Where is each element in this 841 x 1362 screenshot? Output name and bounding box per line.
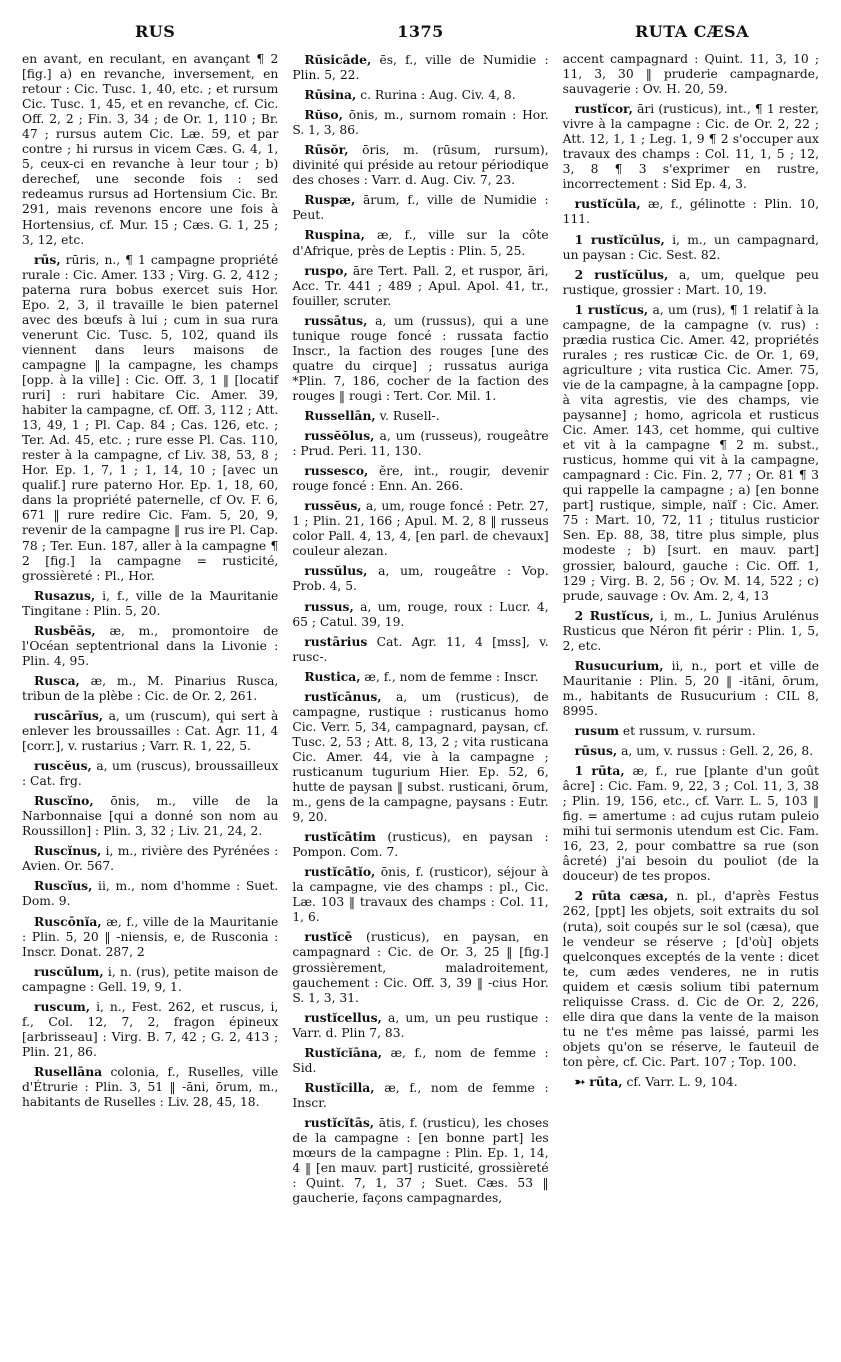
- dictionary-entry: [563, 888, 819, 1070]
- entry-headword: Rustica,: [304, 668, 361, 684]
- dictionary-entry: [292, 599, 548, 630]
- entry-text: a, um (ruscum), qui sert à enlever les broussailles : Cat. Agr. 11, 4 [corr.], v. rustarius ; Varr. R. 1, 22, 5.: [22, 708, 279, 754]
- entry-text: cf. Varr. L. 9, 104.: [626, 1075, 738, 1089]
- dictionary-entry: [292, 192, 548, 223]
- page-header: [22, 22, 819, 52]
- entry-headword: Rusca,: [34, 672, 80, 688]
- dictionary-entry: [22, 793, 278, 839]
- entry-text: æ, f., nom de femme : Sid.: [292, 1045, 549, 1075]
- dictionary-entry: [563, 302, 819, 604]
- running-head-right: RUTA CÆSA: [634, 22, 749, 41]
- entry-text: a, um, rougeâtre : Vop. Prob. 4, 5.: [292, 564, 549, 594]
- entry-text: colonia, f., Ruselles, ville d'Étrurie : Plin. 3, 51 ‖ -āni, ōrum, m., habitants de Ruselles : Liv. 28, 45, 18.: [22, 1064, 279, 1110]
- dictionary-entry: [292, 227, 548, 258]
- entry-text: āri (rusticus), int., ¶ 1 rester, vivre à la campagne : Cic. de Or. 2, 22 ; Att. 12, 1, 1 ; Leg. 1, 9 ¶ 2 s'occuper aux travaux des champs : Col. 11, 1, 5 ; 12, 3, 8 ¶ 3 s'exprimer en rustre, incorrectement : Sid Ep. 4, 3.: [562, 102, 819, 192]
- entry-text: (rusticus), en paysan, en campagnard : Cic. de Or. 3, 25 ‖ [fig.] grossièrement, maladroitement, gauchement : Cic. Off. 3, 39 ‖ -cius Hor. S. 1, 3, 31.: [292, 930, 549, 1005]
- entry-headword: Ruscĭnus,: [34, 843, 102, 859]
- dictionary-entry: [292, 864, 548, 925]
- entry-text: æ, f., ville sur la côte d'Afrique, près de Leptis : Plin. 5, 25.: [292, 228, 549, 258]
- entry-headword: rustĭcē: [304, 929, 353, 945]
- dictionary-entry: [292, 87, 548, 103]
- dictionary-entry: [292, 1045, 548, 1076]
- entry-headword: rustĭcānus,: [304, 688, 382, 704]
- entry-text: æ, f., ville de la Mauritanie : Plin. 5, 20 ‖ -niensis, e, de Rusconia : Inscr. Donat. 287, 2: [22, 914, 279, 959]
- dictionary-entry: [292, 142, 548, 188]
- dictionary-entry: [292, 263, 548, 309]
- entry-text: ii, m., nom d'homme : Suet. Dom. 9.: [22, 879, 279, 909]
- entry-text: rūris, n., ¶ 1 campagne propriété rurale : Cic. Amer. 133 ; Virg. G. 2, 412 ; paterna rura bobus exercet suis Hor. Epo. 2, 3, il travaille le bien paternel avec des bœufs à lui ; cum in sua rura venerunt Cic. Tusc. 5, 102, quand ils viennent dans leurs maisons de campagne ‖ la campagne, les champs [opp. à la ville] : Cic. Off. 3, 1 ‖ [locatif ruri] : ruri habitare Cic. Amer. 39, habiter la campagne, cf. Off. 3, 112 ; Att. 13, 49, 1 ; Pl. Cap. 84 ; Cas. 126, etc. ; Ter. Ad. 45, etc. ; rure esse Pl. Cas. 110, rester à la campagne, cf Liv. 38, 53, 8 ; Hor. Ep. 1, 7, 1 ; 1, 14, 10 ; [avec un qualif.] rure paterno Hor. Ep. 1, 18, 60, dans la propriété paternelle, cf Ov. F. 6, 671 ‖ rure redire Cic. Fam. 5, 20, 9, revenir de la campagne ‖ rus ire Pl. Cap. 78 ; Ter. Eun. 187, aller à la campagne ¶ 2 [fig.] la campagne = rusticité, grossièreté : Pl., Hor.: [22, 252, 279, 583]
- entry-headword: rūs,: [34, 251, 61, 267]
- column-3: [563, 52, 819, 1210]
- column-1: [22, 52, 278, 1210]
- entry-headword: rustĭcor,: [574, 101, 633, 117]
- entry-headword: ruscŭlum,: [34, 963, 104, 979]
- dictionary-entry: [22, 588, 278, 619]
- dictionary-entry: [22, 623, 278, 669]
- dictionary-entry: [563, 196, 819, 227]
- dictionary-entry: [292, 463, 548, 494]
- entry-text: a, um, quelque peu rustique, grossier : Mart. 10, 19.: [562, 267, 819, 297]
- entry-headword: Rusucurium,: [574, 657, 664, 673]
- entry-headword: rustĭcŭla,: [574, 196, 641, 212]
- dictionary-entry: [292, 1115, 548, 1206]
- dictionary-entry: [22, 708, 278, 754]
- entry-text: n. pl., d'après Festus 262, [ppt] les objets, soit extraits du sol (ruta), soit coupés sur le sol (cæsa), que le vendeur se réserve ; [d'où] objets quelconques exceptés de la vente : dicet te, cum ædes venderes, ne in rutis quidem et cæsis solium tibi paternum reliquisse Crass. d. Cic de Or. 2, 226, elle dira que dans la vente de la maison tu ne t'es même pas laissé, parmi les objets qu'on se réserve, le fauteuil de ton père, cf. Cic. Part. 107 ; Top. 100.: [562, 889, 819, 1069]
- entry-text: (rusticus), en paysan : Pompon. Com. 7.: [292, 830, 549, 860]
- dictionary-entry: [563, 763, 819, 884]
- entry-text: i, f., ville de la Mauritanie Tingitane : Plin. 5, 20.: [22, 588, 279, 618]
- dictionary-entry: [292, 929, 548, 1005]
- entry-headword: Rusazus,: [34, 587, 96, 603]
- dictionary-entry: [292, 408, 548, 424]
- dictionary-entry: [563, 608, 819, 654]
- dictionary-entry: [563, 658, 819, 719]
- entry-headword: russŭlus,: [304, 563, 368, 579]
- dictionary-entry: [22, 52, 278, 248]
- entry-text: ārum, f., ville de Numidie : Peut.: [292, 193, 549, 223]
- entry-text: en avant, en reculant, en avançant ¶ 2 [fig.] a) en revanche, inversement, en retour : Cic. Tusc. 1, 40, etc. ; et rursum Cic. Tusc. 1, 45, et en revanche, cf. Cic. Off. 2, 2 ; Fin. 3, 34 ; de Or. 1, 110 ; Br. 47 ; rursus autem Cic. Læ. 59, et par contre ; hi rursus in vicem Cæs. G. 4, 1, 5, ceux-ci en revanche à leur tour ; b) derechef, une seconde fois : sed redeamus rursus ad Hortensium Cic. Br. 291, mais revenons encore une fois à Hortensius, cf. Mur. 15 ; Cæs. G. 1, 25 ; 3, 12, etc.: [22, 52, 279, 247]
- entry-headword: ruscārĭus,: [34, 707, 104, 723]
- dictionary-entry: [292, 829, 548, 860]
- entry-headword: Russellān,: [304, 407, 376, 423]
- entry-headword: rustārius: [304, 633, 368, 649]
- entry-text: a, um (rusticus), de campagne, rustique : rusticanus homo Cic. Verr. 5, 34, campagnard, paysan, cf. Tusc. 2, 53 ; Att. 8, 13, 2 ; vita rusticana Cic. Amer. 44, vie à la campagne ; rusticanum tugurium Hier. Ep. 52, 6, hutte de paysan ‖ subst. rusticani, ōrum, m., gens de la campagne, paysans : Eutr. 9, 20.: [292, 689, 549, 825]
- dictionary-entry: [292, 107, 548, 138]
- entry-headword: Ruscĭus,: [34, 878, 93, 894]
- entry-headword: 2 Rustĭcus,: [574, 607, 654, 623]
- entry-text: æ, f., gélinotte : Plin. 10, 111.: [562, 197, 819, 227]
- dictionary-entry: [563, 101, 819, 192]
- entry-text: et russum, v. rursum.: [622, 723, 756, 738]
- entry-headword: rustĭcātĭo,: [304, 864, 376, 880]
- dictionary-entry: [292, 1010, 548, 1041]
- entry-headword: russātus,: [304, 312, 368, 328]
- entry-text: a, um (russus), qui a une tunique rouge foncé : russata factio Inscr., la faction des rouges [une des quatre du cirque] ; russatus auriga *Plin. 7, 186, cocher de la faction des rouges ‖ rougi : Tert. Cor. Mil. 1.: [292, 313, 549, 403]
- entry-text: ĕre, int., rougir, devenir rouge foncé : Enn. An. 266.: [292, 464, 549, 494]
- entry-text: a, um, rouge, roux : Lucr. 4, 65 ; Catul. 39, 19.: [292, 599, 549, 629]
- dictionary-entry: [22, 999, 278, 1060]
- entry-headword: Rusbēās,: [34, 622, 96, 638]
- entry-text: æ, m., M. Pinarius Rusca, tribun de la plèbe : Cic. de Or. 2, 261.: [22, 673, 279, 703]
- entry-headword: Rŭsicāde,: [304, 52, 372, 67]
- entry-text: æ, m., promontoire de l'Océan septentrional dans la Livonie : Plin. 4, 95.: [22, 623, 279, 668]
- dictionary-entry: [22, 914, 278, 960]
- entry-text: ii, n., port et ville de Mauritanie : Plin. 5, 20 ‖ -itāni, ōrum, m., habitants de Rusucurium : CIL 8, 8995.: [562, 658, 819, 718]
- entry-text: a, um (rus), ¶ 1 relatif à la campagne, de la campagne (v. rus) : prædia rustica Cic. Amer. 42, propriétés rurales ; res rusticæ Cic. de Or. 1, 69, agriculture ; vita rustica Cic. Amer. 75, vie de la campagne, à la campagne [opp. à vita agrestis, vie des champs, vie paysanne] ; homo, agricola et rusticus Cic. Amer. 143, cet homme, qui cultive et vit à la campagne ¶ 2 m. subst., rusticus, homme qui vit à la campagne, campagnard : Cic. Fin. 2, 77 ; Or. 81 ¶ 3 qui rappelle la campagne ; a) [en bonne part] rustique, simple, naïf : Cic. Amer. 75 : Mart. 10, 72, 11 ; titulus rusticior Sen. Ep. 88, 38, titre plus simple, plus modeste ; b) [surt. en mauv. part] grossier, balourd, gauche : Cic. Off. 1, 129 ; Virg. B. 2, 56 ; Ov. M. 14, 522 ; c) prude, sauvage : Ov. Am. 2, 4, 13: [562, 302, 819, 603]
- entry-headword: 2 rūta cæsa,: [574, 888, 669, 904]
- dictionary-entry: [292, 313, 548, 404]
- entry-headword: rūsus,: [574, 743, 618, 759]
- entry-headword: Ruscĭno,: [34, 793, 94, 809]
- entry-headword: Rustĭcĭāna,: [304, 1044, 383, 1060]
- entry-text: ōnis, m., ville de la Narbonnaise [qui a donné son nom au Roussillon] : Plin. 3, 32 ; Liv. 21, 24, 2.: [22, 794, 279, 839]
- entry-text: æ, f., nom de femme : Inscr.: [292, 1080, 549, 1110]
- entry-text: i, m., un campagnard, un paysan : Cic. Sest. 82.: [562, 232, 819, 262]
- entry-text: æ, f., nom de femme : Inscr.: [364, 669, 539, 684]
- entry-text: c. Rurina : Aug. Civ. 4, 8.: [360, 88, 516, 103]
- dictionary-entry: [292, 634, 548, 665]
- entry-headword: ➳ rūta,: [574, 1074, 623, 1089]
- entry-text: v. Rusell-.: [379, 408, 440, 423]
- entry-text: accent campagnard : Quint. 11, 3, 10 ; 11, 3, 30 ‖ pruderie campagnarde, sauvagerie : Ov. H. 20, 59.: [562, 52, 819, 97]
- entry-text: ēs, f., ville de Numidie : Plin. 5, 22.: [292, 53, 549, 83]
- entry-text: i, n., Fest. 262, et ruscus, i, f., Col. 12, 7, 2, fragon épineux [arbrisseau] : Virg. B. 7, 42 ; G. 2, 413 ; Plin. 21, 86.: [22, 999, 279, 1059]
- entry-headword: 2 rustĭcŭlus,: [574, 266, 669, 282]
- entry-text: ōnis, f. (rusticor), séjour à la campagne, vie des champs : pl., Cic. Læ. 103 ‖ travaux des champs : Col. 11, 1, 6.: [292, 865, 549, 925]
- entry-text: a, um, rouge foncé : Petr. 27, 1 ; Plin. 21, 166 ; Apul. M. 2, 8 ‖ russeus color Pall. 4, 13, 4, [en parl. de chevaux] couleur alezan.: [292, 499, 549, 559]
- entry-headword: 1 rustĭcŭlus,: [574, 231, 665, 247]
- entry-text: i, n. (rus), petite maison de campagne : Gell. 19, 9, 1.: [22, 964, 279, 994]
- dictionary-entry: [563, 743, 819, 759]
- entry-headword: ruscum,: [34, 998, 91, 1014]
- dictionary-entry: [563, 723, 819, 739]
- dictionary-entry: [22, 964, 278, 995]
- running-head-left: RUS: [135, 22, 176, 41]
- entry-headword: rustĭcellus,: [304, 1009, 382, 1025]
- entry-text: a, um, un peu rustique : Varr. d. Plin 7, 83.: [292, 1010, 549, 1040]
- entry-headword: Rūsŏr,: [304, 142, 349, 158]
- entry-text: ōris, m. (rūsum, rursum), divinité qui préside au retour périodique des choses : Varr. d. Aug. Civ. 7, 23.: [292, 143, 549, 188]
- entry-headword: ruscĕus,: [34, 758, 92, 774]
- dictionary-entry: [292, 498, 548, 559]
- dictionary-entry: [22, 673, 278, 704]
- dictionary-entry: [563, 1074, 819, 1090]
- entry-text: ōnis, m., surnom romain : Hor. S. 1, 3, 86.: [292, 108, 549, 138]
- columns: [22, 52, 819, 1210]
- entry-text: āre Tert. Pall. 2, et ruspor, āri, Acc. Tr. 441 ; 489 ; Apul. Apol. 41, tr., fouiller, scruter.: [292, 263, 549, 308]
- dictionary-entry: [22, 758, 278, 789]
- entry-text: i, m., rivière des Pyrénées : Avien. Or. 567.: [22, 844, 279, 874]
- entry-text: a, um (russeus), rougeâtre : Prud. Peri. 11, 130.: [292, 429, 549, 459]
- entry-headword: rusum: [574, 722, 619, 738]
- dictionary-entry: [22, 878, 278, 909]
- entry-headword: Rusellāna: [34, 1063, 103, 1079]
- entry-headword: rustĭcātim: [304, 829, 376, 845]
- dictionary-entry: [563, 52, 819, 97]
- entry-headword: russĕŏlus,: [304, 428, 375, 444]
- entry-headword: Rŭso,: [304, 107, 343, 123]
- dictionary-entry: [292, 689, 548, 825]
- dictionary-entry: [292, 563, 548, 594]
- dictionary-entry: [292, 1080, 548, 1111]
- entry-text: æ, f., rue [plante d'un goût âcre] : Cic. Fam. 9, 22, 3 ; Col. 11, 3, 38 ; Plin. 19, 156, etc., cf. Varr. L. 5, 103 ‖ fig. = amertume : ad cujus rutam puleio mihi tui sermonis utendum est Cic. Fam. 16, 23, 2, pour combattre sa rue (son âcreté) j'ai besoin du pouliot (de la douceur) de tes propos.: [562, 764, 819, 884]
- dictionary-entry: [292, 428, 548, 459]
- dictionary-entry: [22, 1064, 278, 1110]
- entry-headword: russĕus,: [304, 498, 362, 514]
- entry-text: i, m., L. Junius Arulénus Rusticus que Néron fit périr : Plin. 1, 5, 2, etc.: [562, 608, 819, 653]
- entry-headword: ruspo,: [304, 262, 348, 278]
- dictionary-entry: [22, 252, 278, 584]
- entry-headword: Ruspina,: [304, 227, 365, 243]
- entry-headword: russesco,: [304, 463, 369, 479]
- entry-headword: 1 rūta,: [574, 763, 625, 779]
- entry-headword: Rustĭcilla,: [304, 1079, 375, 1095]
- dictionary-entry: [292, 52, 548, 83]
- entry-headword: Rūsina,: [304, 87, 357, 103]
- entry-headword: Ruspæ,: [304, 192, 356, 208]
- entry-text: a, um, v. russus : Gell. 2, 26, 8.: [621, 744, 814, 759]
- dictionary-entry: [292, 669, 548, 685]
- dictionary-entry: [22, 843, 278, 874]
- entry-text: ātis, f. (rusticu), les choses de la campagne : [en bonne part] les mœurs de la campagne : Plin. Ep. 1, 14, 4 ‖ [en mauv. part] rusticité, grossièreté : Quint. 7, 1, 37 ; Suet. Cæs. 53 ‖ gaucherie, façons campagnardes,: [292, 1115, 549, 1206]
- entry-headword: 1 rustĭcus,: [574, 301, 649, 317]
- entry-headword: russus,: [304, 598, 354, 614]
- entry-headword: Ruscōnĭa,: [34, 913, 102, 929]
- entry-text: Cat. Agr. 11, 4 [mss], v. rusc-.: [292, 634, 549, 664]
- entry-headword: rustĭcĭtās,: [304, 1114, 375, 1130]
- column-2: [292, 52, 548, 1210]
- dictionary-entry: [563, 267, 819, 298]
- page-number: 1375: [397, 22, 444, 41]
- dictionary-entry: [563, 232, 819, 263]
- entry-text: a, um (ruscus), broussailleux : Cat. frg.: [22, 759, 279, 789]
